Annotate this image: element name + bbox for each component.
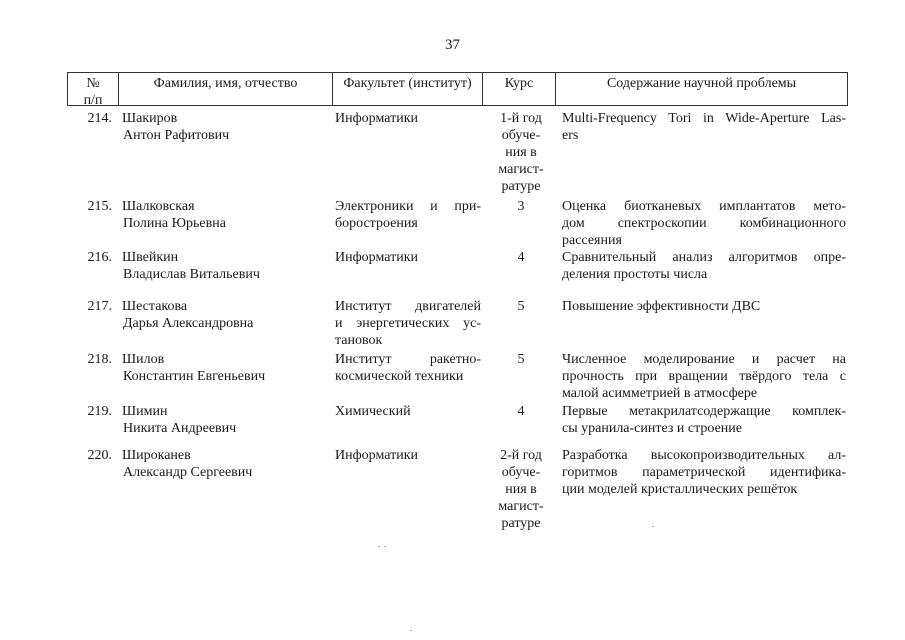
scan-speck <box>378 546 380 547</box>
course-line: 1-й год <box>500 111 542 126</box>
surname: Шакиров <box>122 111 178 126</box>
course-line: магист- <box>498 499 544 514</box>
course-line: 2-й год <box>500 448 542 463</box>
problem-line: сы уранила-синтез и строение <box>562 421 742 436</box>
person-name <box>122 447 332 481</box>
person-name <box>122 198 332 232</box>
row-number: 218. <box>87 352 112 367</box>
course-line: 4 <box>517 250 525 265</box>
problem <box>562 198 846 249</box>
faculty <box>335 110 481 127</box>
scan-speck <box>410 630 412 631</box>
faculty-line: Химический <box>335 404 411 419</box>
course-line: обуче- <box>501 465 541 480</box>
problem-line: деления простоты числа <box>562 267 708 282</box>
course <box>493 249 549 266</box>
scan-speck <box>652 526 654 527</box>
course <box>493 403 549 420</box>
row-number: 216. <box>87 250 112 265</box>
faculty-line: Информатики <box>335 111 418 126</box>
surname: Широканев <box>122 448 191 463</box>
course-line: ратуре <box>501 179 541 194</box>
header-course-text: Курс <box>504 76 534 91</box>
surname: Шилов <box>122 352 165 367</box>
row-number: 220. <box>87 448 112 463</box>
given-names: Дарья Александровна <box>123 316 254 331</box>
faculty-line: и энергетических ус- <box>335 316 481 331</box>
problem-line: горитмов параметрической идентифика- <box>562 465 846 480</box>
course-line: 5 <box>517 352 525 367</box>
scan-speck <box>384 546 386 547</box>
person-name <box>122 351 332 385</box>
surname: Шалковская <box>122 199 195 214</box>
course-line: ния в <box>505 145 537 160</box>
header-faculty-text: Факультет (институт) <box>343 76 472 91</box>
course <box>493 447 549 532</box>
problem <box>562 249 846 283</box>
faculty <box>335 403 481 420</box>
faculty-line: Институт ракетно- <box>335 352 481 367</box>
problem <box>562 298 846 315</box>
problem <box>562 351 846 402</box>
header-name-text: Фамилия, имя, отчество <box>153 76 298 91</box>
header-problem <box>556 73 847 105</box>
table-header <box>67 72 848 106</box>
faculty-line: Информатики <box>335 448 418 463</box>
problem-line: Multi-Frequency Tori in Wide-Aperture Las- <box>562 111 846 126</box>
person-name <box>122 403 332 437</box>
course-line: 4 <box>517 404 525 419</box>
person-name <box>122 249 332 283</box>
problem <box>562 447 846 498</box>
header-num <box>68 73 119 108</box>
problem <box>562 403 846 437</box>
faculty-line: Электроники и при- <box>335 199 481 214</box>
person-name <box>122 110 332 144</box>
problem-line: Численное моделирование и расчет на <box>562 352 846 367</box>
row-number: 214. <box>87 111 112 126</box>
course-line: 5 <box>517 299 525 314</box>
given-names: Владислав Витальевич <box>123 267 260 282</box>
course-line: ратуре <box>501 516 541 531</box>
surname: Шимин <box>122 404 168 419</box>
course-line: 3 <box>517 199 525 214</box>
header-faculty <box>333 73 483 105</box>
problem-line: Сравнительный анализ алгоритмов опре- <box>562 250 846 265</box>
row-number: 215. <box>87 199 112 214</box>
course <box>493 110 549 195</box>
faculty <box>335 249 481 266</box>
faculty <box>335 447 481 464</box>
problem-line: Оценка биотканевых имплантатов мето- <box>562 199 846 214</box>
faculty <box>335 298 481 349</box>
course-line: магист- <box>498 162 544 177</box>
person-name <box>122 298 332 332</box>
header-name <box>119 73 333 105</box>
given-names: Никита Андреевич <box>123 421 237 436</box>
given-names: Константин Евгеньевич <box>123 369 266 384</box>
problem-line: малой асимметрией в атмосфере <box>562 386 758 401</box>
problem <box>562 110 846 144</box>
given-names: Антон Рафитович <box>123 128 230 143</box>
problem-line: Первые метакрилатсодержащие комплек- <box>562 404 846 419</box>
row-number: 217. <box>87 299 112 314</box>
course <box>493 198 549 215</box>
header-problem-text: Содержание научной проблемы <box>606 76 797 91</box>
problem-line: ции моделей кристаллических решёток <box>562 482 798 497</box>
surname: Швейкин <box>122 250 179 265</box>
row-number: 219. <box>87 404 112 419</box>
problem-line: Повышение эффективности ДВС <box>562 299 761 314</box>
problem-line: рассеяния <box>562 233 622 248</box>
page-number: 37 <box>445 37 460 53</box>
course-line: обуче- <box>501 128 541 143</box>
given-names: Александр Сергеевич <box>123 465 253 480</box>
header-course <box>483 73 556 105</box>
problem-line: прочность при вращении твёрдого тела с <box>562 369 846 384</box>
faculty-line: Информатики <box>335 250 418 265</box>
problem-line: дом спектроскопии комбинационного <box>562 216 846 231</box>
faculty-line: тановок <box>335 333 383 348</box>
faculty-line: боростроения <box>335 216 418 231</box>
course <box>493 351 549 368</box>
header-num-line1: № <box>86 76 100 91</box>
faculty <box>335 351 481 385</box>
problem-line: ers <box>562 128 579 143</box>
faculty <box>335 198 481 232</box>
course-line: ния в <box>505 482 537 497</box>
header-num-line2: п/п <box>83 93 103 108</box>
surname: Шестакова <box>122 299 188 314</box>
course <box>493 298 549 315</box>
problem-line: Разработка высокопроизводительных ал- <box>562 448 846 463</box>
faculty-line: Институт двигателей <box>335 299 481 314</box>
given-names: Полина Юрьевна <box>123 216 226 231</box>
faculty-line: космической техники <box>335 369 464 384</box>
